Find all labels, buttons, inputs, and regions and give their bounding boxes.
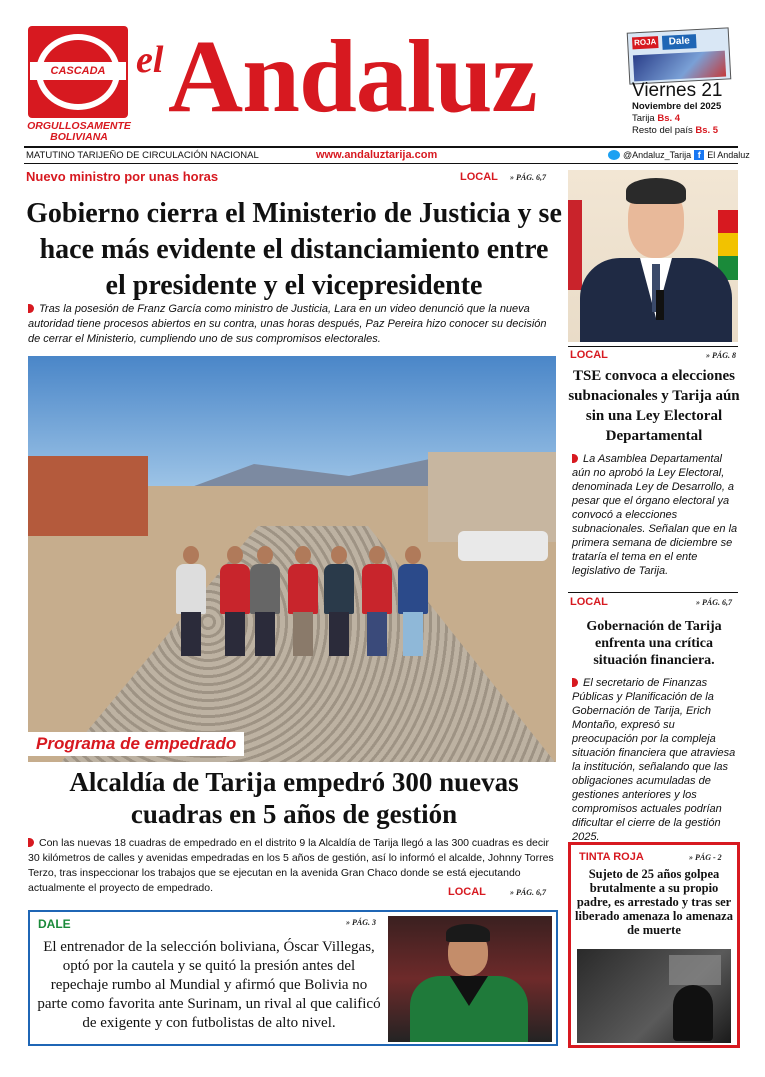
mini-cover-image [633,51,726,82]
lead-body-text: Tras la posesión de Franz García como ministro de Justicia, Lara en un video denunció que la nueva autoridad tiene procesos abiertos en su contra, unas horas después, Paz Pereira hizo conocer su decisión de cerrar el Ministerio, cumpliendo uno de sus compromisos electorales. [28,303,547,345]
issue-month: Noviembre del 2025 [632,101,722,112]
tagline: MATUTINO TARIJEÑO DE CIRCULACIÓN NACIONAL [26,150,259,161]
side-rule [568,592,738,593]
tinta-page-ref[interactable]: » PÁG - 2 [689,853,722,862]
side1-page-ref[interactable]: » PÁG. 8 [706,351,736,360]
photo-person [362,546,392,656]
photo-person [398,546,428,656]
photo-body-text: Con las nuevas 18 cuadras de empedrado en el distrito 9 la Alcaldía de Tarija llegó a las 300 cuadras es decir 30 kilómetros de calles y avenidas empedradas en los 5 años de gestión, así lo informó el alcalde, Johnny Torres Terzo, tras inspeccionar los trabajos que se ejecutan en la avenida Gran Chaco donde se está ejecutando actualmente el proyecto de empedrado. [28,837,554,894]
flag-left [568,200,582,290]
facebook-icon[interactable]: f [694,150,704,160]
photo-house-right [428,452,556,542]
price-rest-label: Resto del país [632,125,693,136]
side2-page-ref[interactable]: » PÁG. 6,7 [696,598,732,607]
coach-hair [446,924,490,942]
photo-house-left [28,456,148,536]
mini-cover-thumbnail[interactable] [627,27,732,84]
photo-section-tag: LOCAL [448,886,486,898]
dale-tag: DALE [38,917,71,931]
tinta-tag: TINTA ROJA [579,851,644,863]
window-light [669,955,721,985]
brand-article: el [136,39,164,81]
twitter-icon[interactable] [608,150,620,160]
dale-page-ref[interactable]: » PÁG. 3 [346,918,376,927]
side2-body-text: El secretario de Finanzas Públicas y Planificación de la Gobernación de Tarija, Erich Montaño, expresó su preocupación por la compleja situación financiera que atraviesa la institución, señalando que las obligaciones acumuladas de gestiones anteriores y los compromisos actuales podrían dificultar el cierre de la gestión 2025. [572,677,736,843]
photo-person [220,546,250,656]
price-tarija [632,113,680,124]
masthead-rule [24,146,738,148]
bullet-icon [28,304,34,313]
dale-photo-coach [388,916,552,1042]
side1-body [572,452,738,578]
price-rest-value: Bs. 5 [695,125,719,136]
side-rule [568,346,738,347]
logo-text: CASCADA [30,62,126,80]
side2-section-tag: LOCAL [570,596,608,608]
tinta-roja-box[interactable] [568,842,740,1048]
price-rest [632,125,718,136]
side1-section-tag: LOCAL [570,349,608,361]
mini-cover-label-roja: ROJA [632,36,659,49]
lead-photo-minister[interactable] [568,170,738,342]
tinta-headline: Sujeto de 25 años golpea brutalmente a su propio padre, es arrestado y tras ser liberado amenaza lo amenaza de muerte [575,867,733,937]
lead-kicker: Nuevo ministro por unas horas [26,169,219,184]
issue-day: Viernes 21 [632,80,723,101]
price-tarija-value: Bs. 4 [657,113,681,124]
man-hair [626,178,686,204]
photo-caption-tag: Programa de empedrado [28,732,244,756]
side1-headline[interactable]: TSE convoca a elecciones subnacionales y Tarija aún sin una Ley Electoral Departamental [568,368,740,444]
lead-section-tag: LOCAL [460,171,498,183]
website-link[interactable]: www.andaluztarija.com [316,149,438,161]
tinta-photo [577,949,731,1043]
cascada-logo [28,26,128,118]
brand-name[interactable]: Andaluz [168,19,537,134]
logo-subtitle: ORGULLOSAMENTE BOLIVIANA [27,120,131,143]
main-photo-paving[interactable] [28,356,556,762]
photo-person [250,546,280,656]
side2-headline[interactable]: Gobernación de Tarija enfrenta una crítica situación financiera. [586,619,722,668]
side1-body-text: La Asamblea Departamental aún no aprobó la Ley Electoral, denominada Ley de Desarrollo, a pesar que el órgano electoral ya convocó a elecciones subnacionales. Señalan que en la primera semana de diciembre se trataría el tema en el ente legislativo de Tarija. [572,453,738,577]
bullet-icon [572,454,578,463]
price-tarija-label: Tarija [632,113,655,124]
lead-page-ref[interactable]: » PÁG. 6,7 [510,173,546,182]
mini-cover-label-dale: Dale [662,34,697,50]
photo-person [288,546,318,656]
dale-box[interactable] [28,910,558,1046]
photo-headline[interactable]: Alcaldía de Tarija empedró 300 nuevas cuadras en 5 años de gestión [69,767,519,829]
bullet-icon [28,838,34,847]
masthead-rule-bottom [24,163,738,164]
photo-truck [458,531,548,561]
photo-page-ref[interactable]: » PÁG. 6,7 [510,888,546,897]
twitter-handle[interactable]: @Andaluz_Tarija [623,150,692,160]
lead-headline[interactable]: Gobierno cierra el Ministerio de Justicia y se hace más evidente el distanciamiento entre el presidente y el vicepresidente [26,198,562,301]
microphone-icon [656,290,664,320]
photo-person [176,546,206,656]
bullet-icon [572,678,578,687]
social-links [608,150,750,160]
facebook-handle[interactable]: El Andaluz [707,150,750,160]
shadow-figure [673,985,713,1041]
side2-body [572,676,738,844]
dale-body: El entrenador de la selección boliviana, Óscar Villegas, optó por la cautela y se quitó la presión antes del repechaje rumbo al Mundial y afirmó que Bolivia no parte como favorita ante Surinam, un rival al que calificó de exigente y con futbolistas de alto nivel. [37,939,381,1031]
photo-person [324,546,354,656]
lead-body [28,302,560,347]
